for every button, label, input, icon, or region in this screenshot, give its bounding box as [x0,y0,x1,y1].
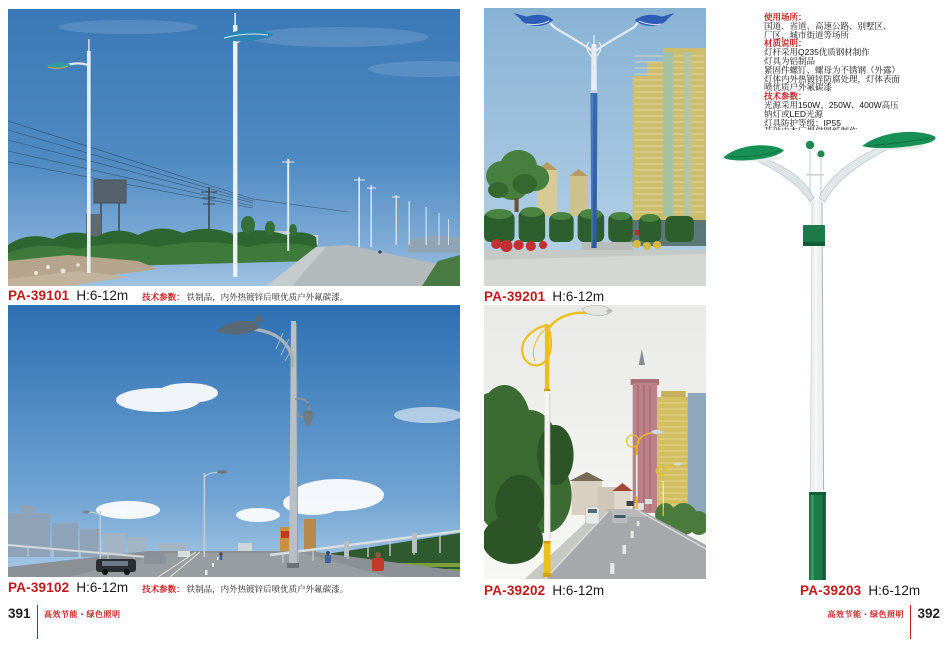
caption-pa-39102 [8,580,348,595]
spec-line: 光源采用150W、250W、400W高压 [764,99,899,110]
tech-note: 铁制品，内外热镀锌后喷优质户外氟碳漆。 [186,292,349,302]
green-lamp-illustration [722,130,942,582]
tech-label: 技术参数： [142,292,185,302]
spec-line: 灯具为铝制品 [764,55,816,66]
photo-pa-39202-lamp [484,305,706,579]
spec-line: 灯体内外热镀锌防腐处理，灯体表面 [764,73,901,84]
product-code: PA-39203 [800,583,862,598]
caption-pa-39202 [484,583,604,598]
photo-pa-39102-bridge-scene [8,305,460,577]
product-code: PA-39201 [484,289,546,304]
spec-line: 灯具防护等级：IP55 [764,117,841,128]
street-scene-illustration [8,9,460,286]
spec-line: 灯杆采用Q235优质钢材制作 [764,47,870,58]
product-height: H:6-12m [76,580,129,595]
footer-divider [37,605,39,639]
spec-line: 喷优质户外氟碳漆 [764,82,833,93]
spec-line: 钠灯或LED光源 [764,108,824,119]
product-height: H:6-12m [868,583,921,598]
product-height: H:6-12m [552,289,605,304]
caption-pa-39101 [8,288,348,303]
footer-left [8,607,121,639]
caption-pa-39203 [800,583,920,598]
photo-pa-39101-street-scene [8,9,460,286]
spec-line: 紧固件螺钉、螺母为不锈钢（外露） [764,64,901,75]
footer-right [827,607,940,639]
spec-heading-material: 材质说明： [764,38,807,49]
footer-slogan: 高效节能・绿色照明 [827,610,904,619]
bridge-scene-illustration [8,305,460,577]
tech-label: 技术参数： [142,584,185,594]
footer-slogan: 高效节能・绿色照明 [44,610,121,619]
tech-note: 铁制品，内外热镀锌后喷优质户外氟碳漆。 [186,584,349,594]
photo-pa-39201-lamp [484,8,706,286]
blue-lamp-illustration [484,8,706,286]
page-number-left: 391 [8,606,31,621]
caption-pa-39201 [484,289,604,304]
product-height: H:6-12m [552,583,605,598]
product-code: PA-39102 [8,580,70,595]
page-number-right: 392 [917,606,940,621]
yellow-lamp-illustration [484,305,706,579]
spec-panel [764,13,946,136]
spec-line: 厂区、城市街道等场所 [764,29,850,40]
product-height: H:6-12m [76,288,129,303]
spec-line: 国道、省道、高速公路、别墅区、 [764,20,892,31]
product-code: PA-39101 [8,288,70,303]
footer-divider [910,605,912,639]
spec-heading-technical: 技术参数： [764,91,807,102]
spec-heading-usage: 使用场所： [764,12,807,22]
render-pa-39203-lamp [722,130,942,582]
product-code: PA-39202 [484,583,546,598]
